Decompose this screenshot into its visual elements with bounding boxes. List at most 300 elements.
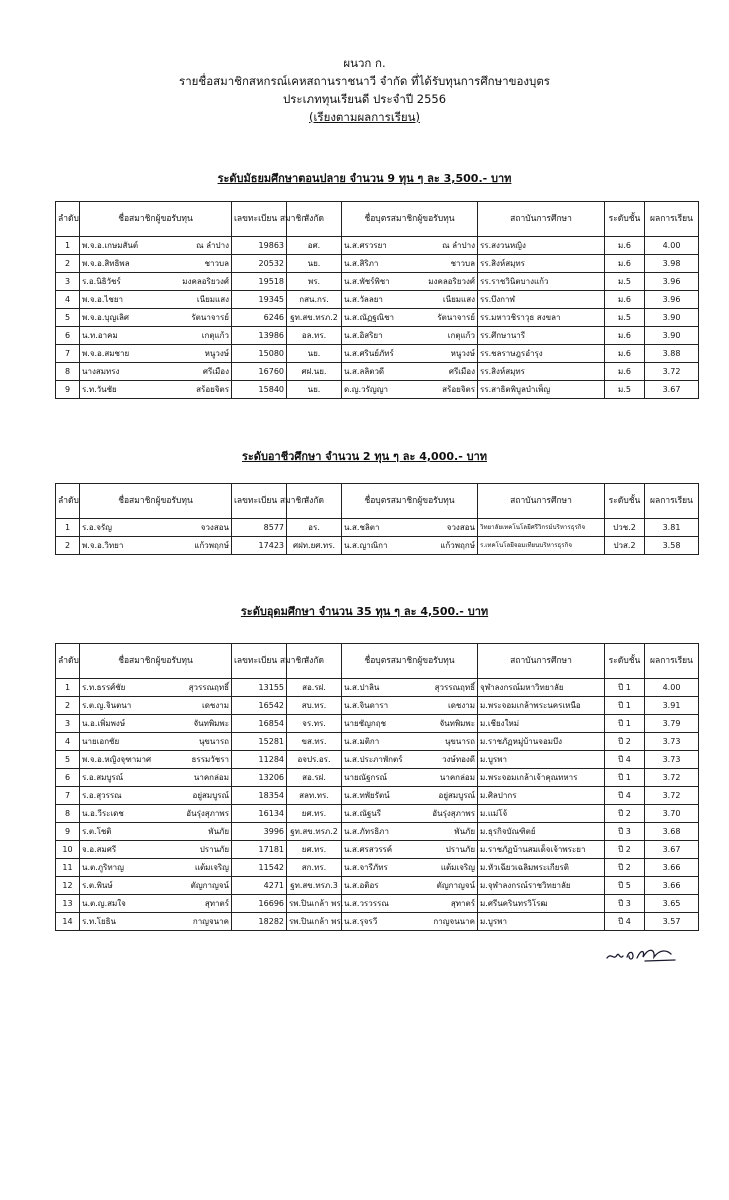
table-row — [56, 715, 699, 733]
member-first-name: น.อ.วีระเดช — [82, 809, 124, 818]
member-first-name: ร.ต.โชติ — [82, 827, 112, 836]
class-level: ปี 5 — [605, 877, 645, 895]
grade: 3.72 — [645, 363, 699, 381]
member-name-cell — [80, 733, 232, 751]
grade: 4.00 — [645, 679, 699, 697]
institution: จุฬาลงกรณ์มหาวิทยาลัย — [478, 679, 605, 697]
member-last-name: ธรรมวัชรา — [191, 755, 229, 764]
col-member-name-header: ชื่อสมาชิกผู้ขอรับทุน — [80, 202, 232, 237]
member-last-name: สุทาตร์ — [204, 899, 229, 908]
member-id: 17181 — [232, 841, 287, 859]
child-last-name: ปรานภัย — [445, 845, 475, 854]
member-id: 13986 — [232, 327, 287, 345]
table-row — [56, 823, 699, 841]
table-row — [56, 519, 699, 537]
institution: รร.บึงกาฬ — [478, 291, 605, 309]
child-first-name: ด.ญ.วรัญญา — [344, 385, 389, 394]
child-last-name: มงคลอริยวงศ์ — [428, 277, 475, 286]
member-unit: รพ.ปินเกล้า พร. — [287, 895, 342, 913]
member-last-name: เกตุแก้ว — [201, 331, 229, 340]
table-row — [56, 679, 699, 697]
child-name-cell — [342, 345, 478, 363]
member-last-name: ชาวบล — [204, 259, 229, 268]
col-rank-header: ลำดับ — [56, 644, 80, 679]
member-unit: ฐท.สข.ทรภ.3 — [287, 877, 342, 895]
member-last-name: เนียมแสง — [196, 295, 229, 304]
member-name-cell — [80, 273, 232, 291]
class-level: ปี 2 — [605, 859, 645, 877]
member-last-name: แต้มเจริญ — [194, 863, 229, 872]
member-last-name: ตัญกาญจน์ — [190, 881, 229, 890]
member-name-cell — [80, 823, 232, 841]
member-first-name: ร.อ.สมบูรณ์ — [82, 773, 124, 782]
col-level-header: ระดับชั้น — [605, 202, 645, 237]
member-id: 16760 — [232, 363, 287, 381]
institution: รร.ศึกษานารี — [478, 327, 605, 345]
member-last-name: พันภัย — [208, 827, 229, 836]
child-last-name: เดชงาม — [447, 701, 475, 710]
grade: 3.72 — [645, 769, 699, 787]
member-unit: สอ.รฝ. — [287, 679, 342, 697]
member-name-cell — [80, 255, 232, 273]
child-name-cell — [342, 841, 478, 859]
member-last-name: นาคกล่อม — [193, 773, 229, 782]
child-last-name: สุวรรณฤทธิ์ — [434, 683, 475, 692]
institution: ม.ศิลปากร — [478, 787, 605, 805]
institution: รร.สิงห์สมุทร — [478, 255, 605, 273]
member-first-name: ร.อ.จรัญ — [82, 523, 112, 532]
grade: 3.67 — [645, 841, 699, 859]
member-id: 19863 — [232, 237, 287, 255]
row-rank: 2 — [56, 537, 80, 555]
table-higher-education — [55, 643, 699, 931]
table-row — [56, 913, 699, 931]
table-row — [56, 255, 699, 273]
class-level: ปี 4 — [605, 787, 645, 805]
member-name-cell — [80, 381, 232, 399]
institution: รร.สงวนหญิง — [478, 237, 605, 255]
child-first-name: น.ส.ภัทรธิภา — [344, 827, 389, 836]
institution: รร.ราชวินิตบางแก้ว — [478, 273, 605, 291]
table-vocational — [55, 483, 699, 555]
child-name-cell — [342, 895, 478, 913]
class-level: ม.6 — [605, 327, 645, 345]
table-row — [56, 697, 699, 715]
member-name-cell — [80, 697, 232, 715]
child-first-name: น.ส.รุจรวี — [344, 917, 378, 926]
grade: 3.58 — [645, 537, 699, 555]
institution: ม.พระจอมเกล้าพระนครเหนือ — [478, 697, 605, 715]
grade: 3.96 — [645, 273, 699, 291]
member-first-name: พ.จ.อ.หญิงจุฑามาศ — [82, 755, 152, 764]
institution: ม.บูรพา — [478, 751, 605, 769]
class-level: ปี 2 — [605, 805, 645, 823]
grade: 3.81 — [645, 519, 699, 537]
table-high-school — [55, 201, 699, 399]
member-id: 15281 — [232, 733, 287, 751]
child-name-cell — [342, 805, 478, 823]
col-level-header: ระดับชั้น — [605, 644, 645, 679]
col-institution-header: สถาบันการศึกษา — [478, 484, 605, 519]
member-name-cell — [80, 309, 232, 327]
class-level: ม.6 — [605, 291, 645, 309]
child-last-name: จวงสอน — [446, 523, 475, 532]
institution: รร.สาธิตพิบูลบำเพ็ญ — [478, 381, 605, 399]
child-name-cell — [342, 913, 478, 931]
table-row — [56, 345, 699, 363]
institution: ร.เทคโนโลยีจอมเทียนบริหารธุรกิจ — [478, 537, 605, 555]
child-last-name: หนูวงษ์ — [450, 349, 475, 358]
class-level: ม.5 — [605, 381, 645, 399]
blank-area — [0, 985, 729, 1200]
grade: 3.68 — [645, 823, 699, 841]
col-unit-header: สังกัด — [287, 644, 342, 679]
member-id: 11284 — [232, 751, 287, 769]
row-rank: 6 — [56, 769, 80, 787]
institution: ม.ราชภัฏบ้านสมเด็จเจ้าพระยา — [478, 841, 605, 859]
child-first-name: น.ส.มติกา — [344, 737, 380, 746]
member-id: 15080 — [232, 345, 287, 363]
member-unit: พร. — [287, 273, 342, 291]
child-name-cell — [342, 679, 478, 697]
child-first-name: นายณัฐกรณ์ — [344, 773, 388, 782]
member-name-cell — [80, 787, 232, 805]
member-last-name: ณ ลำปาง — [196, 241, 229, 250]
class-level: ปี 4 — [605, 913, 645, 931]
member-name-cell — [80, 291, 232, 309]
child-last-name: เกตุแก้ว — [447, 331, 475, 340]
row-rank: 8 — [56, 363, 80, 381]
row-rank: 1 — [56, 237, 80, 255]
member-first-name: น.ต.ญ.สมใจ — [82, 899, 126, 908]
member-id: 18282 — [232, 913, 287, 931]
member-name-cell — [80, 537, 232, 555]
member-first-name: ร.ต.พินษ์ — [82, 881, 113, 890]
member-first-name: ร.ท.ธรรศ์ชัย — [82, 683, 126, 692]
row-rank: 3 — [56, 715, 80, 733]
class-level: ปี 1 — [605, 697, 645, 715]
institution: ม.จุฬาลงกรณ์ราชวิทยาลัย — [478, 877, 605, 895]
child-first-name: น.ส.จินดารา — [344, 701, 389, 710]
grade: 3.72 — [645, 787, 699, 805]
member-unit: ขส.ทร. — [287, 733, 342, 751]
row-rank: 1 — [56, 519, 80, 537]
child-name-cell — [342, 327, 478, 345]
col-institution-header: สถาบันการศึกษา — [478, 644, 605, 679]
institution: ม.พระจอมเกล้าเจ้าคุณทหาร — [478, 769, 605, 787]
child-first-name: น.ส.ณัฐนรี — [344, 809, 382, 818]
col-rank-header: ลำดับ — [56, 202, 80, 237]
member-id: 19345 — [232, 291, 287, 309]
member-unit: อร. — [287, 519, 342, 537]
child-last-name: พันภัย — [454, 827, 475, 836]
col-member-name-header: ชื่อสมาชิกผู้ขอรับทุน — [80, 644, 232, 679]
member-first-name: จ.อ.สมศรี — [82, 845, 117, 854]
child-first-name: น.ส.ประภาพักตร์ — [344, 755, 403, 764]
child-last-name: ศรีเมือง — [448, 367, 475, 376]
table-row — [56, 787, 699, 805]
col-grade-header: ผลการเรียน — [645, 644, 699, 679]
member-id: 15840 — [232, 381, 287, 399]
member-name-cell — [80, 237, 232, 255]
child-name-cell — [342, 769, 478, 787]
section-title-vocational: ระดับอาชีวศึกษา จำนวน 2 ทุน ๆ ละ 4,000.- บาท — [241, 450, 487, 463]
annex-label: ผนวก ก. — [343, 56, 386, 70]
child-name-cell — [342, 751, 478, 769]
child-name-cell — [342, 787, 478, 805]
class-level: ปี 3 — [605, 823, 645, 841]
row-rank: 8 — [56, 805, 80, 823]
member-last-name: ปรานภัย — [199, 845, 229, 854]
member-last-name: สุวรรณฤทธิ์ — [188, 683, 229, 692]
table-row — [56, 537, 699, 555]
table-header-row — [56, 484, 699, 519]
child-first-name: น.ส.ศรสวรรค์ — [344, 845, 393, 854]
child-first-name: น.ส.ญาณิกา — [344, 541, 388, 550]
table-header-row — [56, 644, 699, 679]
member-id: 19518 — [232, 273, 287, 291]
child-last-name: ณ ลำปาง — [442, 241, 475, 250]
member-unit: อจปร.อร. — [287, 751, 342, 769]
member-first-name: ร.ต.ญ.จินตนา — [82, 701, 132, 710]
col-level-header: ระดับชั้น — [605, 484, 645, 519]
member-unit: ฐท.สข.ทรภ.2 — [287, 823, 342, 841]
member-name-cell — [80, 363, 232, 381]
member-id: 18354 — [232, 787, 287, 805]
table-row — [56, 733, 699, 751]
member-name-cell — [80, 877, 232, 895]
child-first-name: น.ส.ชลิตา — [344, 523, 380, 532]
table-row — [56, 363, 699, 381]
member-last-name: กาญจนาค — [192, 917, 229, 926]
col-member-id-header: เลขทะเบียน สมาชิก — [232, 484, 287, 519]
class-level: ปี 4 — [605, 751, 645, 769]
institution: รร.สิงห์สมุทร — [478, 363, 605, 381]
col-grade-header: ผลการเรียน — [645, 202, 699, 237]
child-first-name: น.ส.อติอร — [344, 881, 379, 890]
institution: ม.เชียงใหม่ — [478, 715, 605, 733]
member-first-name: ร.ท.โยธิน — [82, 917, 116, 926]
grade: 3.66 — [645, 877, 699, 895]
member-id: 4271 — [232, 877, 287, 895]
col-child-name-header: ชื่อบุตรสมาชิกผู้ขอรับทุน — [342, 202, 478, 237]
member-unit: อศ. — [287, 237, 342, 255]
member-first-name: พ.จ.อ.บุญเลิศ — [82, 313, 130, 322]
grade: 3.67 — [645, 381, 699, 399]
member-last-name: แก้วพฤกษ์ — [194, 541, 229, 550]
class-level: ปี 3 — [605, 895, 645, 913]
child-last-name: อยู่สมบูรณ์ — [438, 791, 475, 800]
col-institution-header: สถาบันการศึกษา — [478, 202, 605, 237]
child-first-name: น.ส.ปาลิน — [344, 683, 380, 692]
class-level: ม.6 — [605, 255, 645, 273]
table-row — [56, 805, 699, 823]
member-first-name: ร.อ.นิธิวัชร์ — [82, 277, 121, 286]
grade: 3.88 — [645, 345, 699, 363]
class-level: ม.6 — [605, 345, 645, 363]
member-first-name: พ.จ.อ.สมชาย — [82, 349, 130, 358]
member-name-cell — [80, 859, 232, 877]
section-title-higher-education: ระดับอุดมศึกษา จำนวน 35 ทุน ๆ ละ 4,500.- บาท — [240, 605, 489, 618]
member-last-name: อันรุ่งสุภาพร — [186, 809, 229, 818]
member-first-name: พ.จ.อ.วิทยา — [82, 541, 124, 550]
member-id: 13155 — [232, 679, 287, 697]
child-name-cell — [342, 697, 478, 715]
member-name-cell — [80, 327, 232, 345]
table-row — [56, 309, 699, 327]
member-name-cell — [80, 769, 232, 787]
child-name-cell — [342, 309, 478, 327]
grade: 3.57 — [645, 913, 699, 931]
child-first-name: น.ส.ณัฏฐณิชา — [344, 313, 394, 322]
table-row — [56, 841, 699, 859]
member-first-name: น.อ.เพิ่มพงษ์ — [82, 719, 126, 728]
child-first-name: น.ส.จารีภัทร — [344, 863, 388, 872]
row-rank: 7 — [56, 787, 80, 805]
child-name-cell — [342, 733, 478, 751]
grade: 3.73 — [645, 751, 699, 769]
member-name-cell — [80, 679, 232, 697]
grade: 3.65 — [645, 895, 699, 913]
child-name-cell — [342, 519, 478, 537]
member-id: 6246 — [232, 309, 287, 327]
member-last-name: หนูวงษ์ — [204, 349, 229, 358]
grade: 3.96 — [645, 291, 699, 309]
table-row — [56, 859, 699, 877]
row-rank: 13 — [56, 895, 80, 913]
member-unit: ศฝ.นย. — [287, 363, 342, 381]
child-name-cell — [342, 877, 478, 895]
institution: ม.ราชภัฏหมู่บ้านจอมบึง — [478, 733, 605, 751]
table-header-row — [56, 202, 699, 237]
member-first-name: พ.จ.อ.สิทธิพล — [82, 259, 130, 268]
member-unit: อล.ทร. — [287, 327, 342, 345]
child-last-name: นาคกล่อม — [439, 773, 475, 782]
member-unit: ยศ.ทร. — [287, 805, 342, 823]
col-unit-header: สังกัด — [287, 202, 342, 237]
member-id: 16542 — [232, 697, 287, 715]
child-last-name: สร้อยจิตร — [442, 385, 475, 394]
document-title: รายชื่อสมาชิกสหกรณ์เคหสถานราชนาวี จำกัด ที่ได้รับทุนการศึกษาของบุตร — [179, 74, 550, 88]
child-last-name: ตัญกาญจน์ — [436, 881, 475, 890]
member-id: 16134 — [232, 805, 287, 823]
member-name-cell — [80, 841, 232, 859]
grade: 3.70 — [645, 805, 699, 823]
institution: รร.มหาวชิราวุธ สงขลา — [478, 309, 605, 327]
member-unit: นย. — [287, 255, 342, 273]
member-last-name: เดชงาม — [201, 701, 229, 710]
child-first-name: น.ส.อิสริยา — [344, 331, 383, 340]
member-first-name: ร.อ.สุวรรณ — [82, 791, 122, 800]
row-rank: 10 — [56, 841, 80, 859]
table-row — [56, 381, 699, 399]
grade: 3.79 — [645, 715, 699, 733]
child-first-name: น.ส.วัลลยา — [344, 295, 383, 304]
child-last-name: จันทพิมพะ — [439, 719, 475, 728]
row-rank: 14 — [56, 913, 80, 931]
class-level: ม.5 — [605, 309, 645, 327]
table-row — [56, 769, 699, 787]
grade: 4.00 — [645, 237, 699, 255]
class-level: ม.5 — [605, 273, 645, 291]
member-id: 20532 — [232, 255, 287, 273]
child-first-name: น.ส.ศรินย์ภัทร์ — [344, 349, 394, 358]
class-level: ม.6 — [605, 363, 645, 381]
class-level: ปวช.2 — [605, 519, 645, 537]
grade: 3.91 — [645, 697, 699, 715]
row-rank: 6 — [56, 327, 80, 345]
table-row — [56, 877, 699, 895]
col-child-name-header: ชื่อบุตรสมาชิกผู้ขอรับทุน — [342, 484, 478, 519]
grade: 3.66 — [645, 859, 699, 877]
member-first-name: พ.จ.อ.ไชยา — [82, 295, 124, 304]
sort-note: (เรียงตามผลการเรียน) — [308, 110, 421, 124]
member-unit: สลท.ทร. — [287, 787, 342, 805]
child-name-cell — [342, 255, 478, 273]
table-row — [56, 291, 699, 309]
class-level: ปี 1 — [605, 679, 645, 697]
grade: 3.73 — [645, 733, 699, 751]
member-unit: นย. — [287, 381, 342, 399]
institution: ม.แม่โจ้ — [478, 805, 605, 823]
member-unit: ศฝท.ยศ.ทร. — [287, 537, 342, 555]
member-last-name: มงคลอริยวงศ์ — [182, 277, 229, 286]
member-unit: จร.ทร. — [287, 715, 342, 733]
child-first-name: น.ส.สิริภา — [344, 259, 379, 268]
institution: ม.หัวเฉียวเฉลิมพระเกียรติ — [478, 859, 605, 877]
class-level: ปี 2 — [605, 841, 645, 859]
col-unit-header: สังกัด — [287, 484, 342, 519]
child-name-cell — [342, 381, 478, 399]
class-level: ม.6 — [605, 237, 645, 255]
child-last-name: กาญจนนาค — [433, 917, 475, 926]
table-row — [56, 273, 699, 291]
col-grade-header: ผลการเรียน — [645, 484, 699, 519]
institution: วิทยาลัยเทคโนโลยีศรีวิกรม์บริหารธุรกิจ — [478, 519, 605, 537]
member-first-name: น.ท.อาคม — [82, 331, 118, 340]
col-member-id-header: เลขทะเบียน สมาชิก — [232, 644, 287, 679]
table-row — [56, 895, 699, 913]
child-last-name: ชาวบล — [450, 259, 475, 268]
institution: ม.บูรพา — [478, 913, 605, 931]
child-name-cell — [342, 291, 478, 309]
member-unit: รพ.ปินเกล้า พร. — [287, 913, 342, 931]
member-unit: นย. — [287, 345, 342, 363]
table-row — [56, 327, 699, 345]
child-first-name: น.ส.ลลิตวดี — [344, 367, 385, 376]
member-first-name: ร.ท.วันชัย — [82, 385, 117, 394]
child-last-name: รัตนาจารย์ — [437, 313, 475, 322]
row-rank: 2 — [56, 697, 80, 715]
institution: ม.ธุรกิจบัณฑิตย์ — [478, 823, 605, 841]
row-rank: 9 — [56, 823, 80, 841]
class-level: ปี 1 — [605, 769, 645, 787]
child-last-name: อันรุ่งสุภาพร — [432, 809, 475, 818]
member-id: 8577 — [232, 519, 287, 537]
child-last-name: นุขนารถ — [444, 737, 475, 746]
section-title-high-school: ระดับมัธยมศึกษาตอนปลาย จำนวน 9 ทุน ๆ ละ 3,500.- บาท — [217, 172, 512, 185]
member-name-cell — [80, 751, 232, 769]
handwritten-signature — [605, 943, 677, 965]
row-rank: 4 — [56, 291, 80, 309]
member-first-name: พ.จ.อ.เกษมสันต์ — [82, 241, 139, 250]
grade: 3.90 — [645, 327, 699, 345]
child-name-cell — [342, 363, 478, 381]
child-name-cell — [342, 715, 478, 733]
member-first-name: น.ต.ภูริทาญ — [82, 863, 124, 872]
child-last-name: วงษ์ทองดี — [442, 755, 475, 764]
row-rank: 12 — [56, 877, 80, 895]
